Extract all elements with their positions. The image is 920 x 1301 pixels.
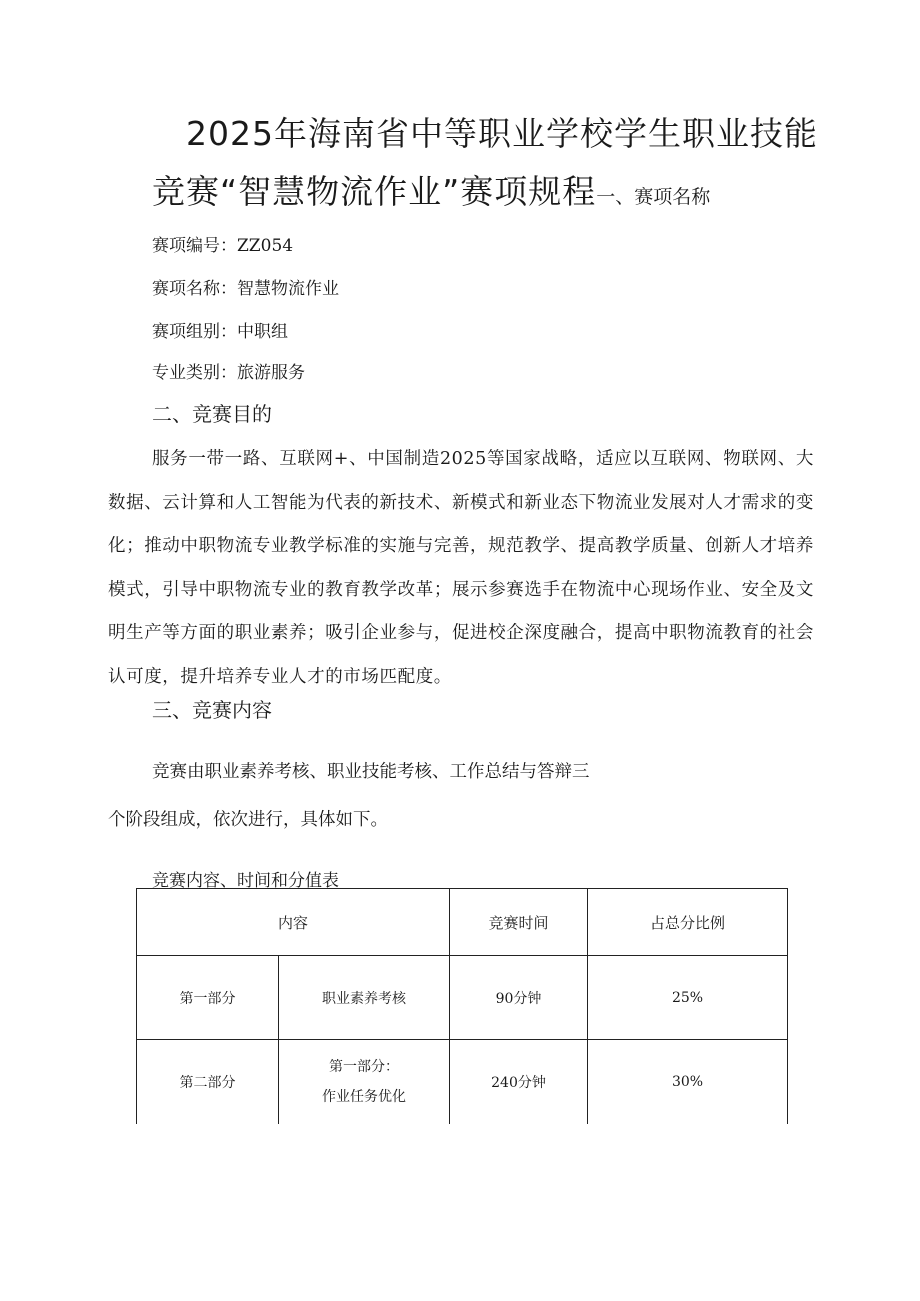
purpose-paragraph: 服务一带一路、互联网+、中国制造2025等国家战略，适应以互联网、物联网、大数据、云计算和人工智能为代表的新技术、新模式和新业态下物流业发展对人才需求的变化；推动中职物流专业教学标准的实施与完善，规范教学、提高教学质量、创新人才培养模式，引导中职物流专业的教育教学改革；展示参赛选手在物流中心现场作业、安全及文明生产等方面的职业素养；吸引企业参与，促进校企深度融合，提高中职物流教育的社会认可度，提升培养专业人才的市场匹配度。 xyxy=(108,449,814,687)
meta-label: 赛项编号： xyxy=(152,236,237,256)
document-title-line2-main: 竞赛“智慧物流作业”赛项规程 xyxy=(152,172,597,211)
meta-value: 中职组 xyxy=(237,322,288,342)
header-ratio: 占总分比例 xyxy=(588,889,788,956)
meta-label: 赛项组别： xyxy=(152,322,237,342)
header-time: 竞赛时间 xyxy=(450,889,588,956)
meta-event-name xyxy=(152,274,339,299)
table-row xyxy=(137,1040,788,1125)
cell-part: 第二部分 xyxy=(137,1040,279,1125)
content-text-line1: 竞赛由职业素养考核、职业技能考核、工作总结与答辩三 xyxy=(152,762,590,782)
meta-value: 智慧物流作业 xyxy=(237,279,339,299)
meta-major-category xyxy=(152,358,305,383)
meta-label: 赛项名称： xyxy=(152,279,237,299)
meta-label: 专业类别： xyxy=(152,363,237,383)
cell-ratio: 30% xyxy=(588,1040,788,1125)
section-heading-event-name: 一、赛项名称 xyxy=(596,186,711,208)
cell-ratio: 25% xyxy=(588,956,788,1040)
meta-value: ZZ054 xyxy=(237,236,294,256)
document-title-line2 xyxy=(152,166,710,213)
table-row xyxy=(137,956,788,1040)
section-heading-content: 三、竞赛内容 xyxy=(152,698,272,722)
cell-item: 职业素养考核 xyxy=(279,956,450,1040)
cell-time: 90分钟 xyxy=(450,956,588,1040)
section-heading-purpose: 二、竞赛目的 xyxy=(152,402,272,426)
cell-item-line2: 作业任务优化 xyxy=(322,1089,406,1105)
table-caption: 竞赛内容、时间和分值表 xyxy=(152,871,339,891)
document-title-line1: 2025年海南省中等职业学校学生职业技能 xyxy=(186,114,818,153)
header-content: 内容 xyxy=(137,889,450,956)
cell-time: 240分钟 xyxy=(450,1040,588,1125)
table-header-row xyxy=(137,889,788,956)
meta-event-group xyxy=(152,317,288,342)
cell-part: 第一部分 xyxy=(137,956,279,1040)
meta-value: 旅游服务 xyxy=(237,363,305,383)
competition-table xyxy=(136,888,788,1124)
meta-event-code xyxy=(152,231,293,256)
content-text-line2: 个阶段组成，依次进行，具体如下。 xyxy=(108,810,388,830)
cell-item-line1: 第一部分： xyxy=(329,1059,399,1075)
cell-item xyxy=(279,1040,450,1125)
